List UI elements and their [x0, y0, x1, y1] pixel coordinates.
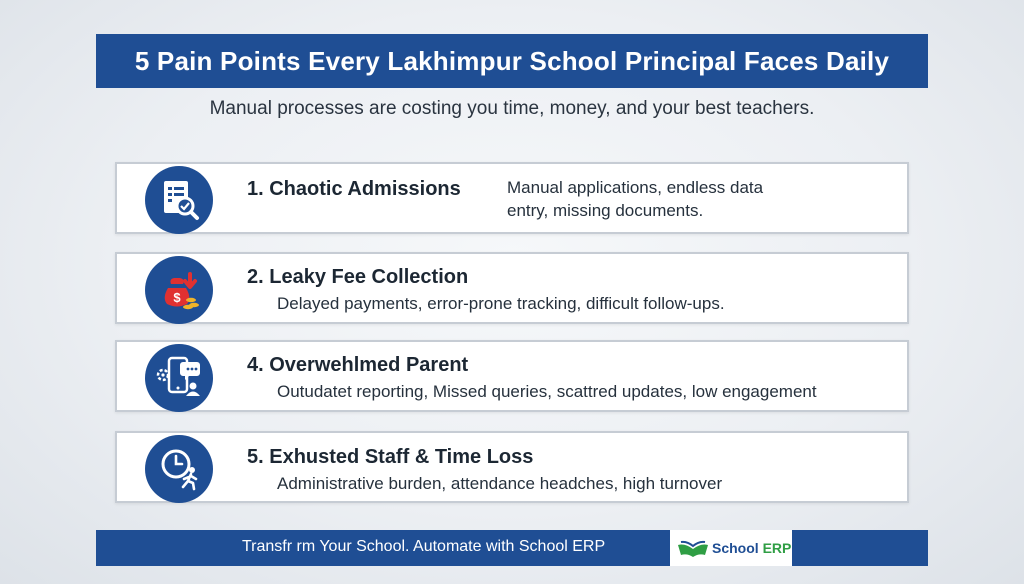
- document-search-icon: [145, 166, 213, 234]
- school-erp-logo: [670, 530, 792, 566]
- page-subtitle: Manual processes are costing you time, money, and your best teachers.: [209, 98, 815, 119]
- card-description: Manual applications, endless data entry, missing documents.: [507, 178, 764, 220]
- pain-point-card-fee-collection: [115, 252, 909, 324]
- clock-running-icon: [145, 435, 213, 503]
- money-bag-icon: [145, 256, 213, 324]
- card-title: 2. Leaky Fee Collection: [247, 266, 469, 288]
- card-title: 5. Exhusted Staff & Time Loss: [247, 446, 534, 468]
- card-title: 4. Overwehlmed Parent: [247, 354, 469, 376]
- phone-chat-icon: [145, 344, 213, 412]
- svg-text:$: $: [173, 290, 181, 305]
- card-title: 1. Chaotic Admissions: [247, 178, 461, 200]
- footer-tagline: Transfr rm Your School. Automate with School ERP: [242, 538, 606, 555]
- page-title: 5 Pain Points Every Lakhimpur School Principal Faces Daily: [134, 45, 890, 76]
- pain-point-card-admissions: [115, 162, 909, 234]
- card-description: Delayed payments, error-prone tracking, difficult follow-ups.: [277, 294, 725, 313]
- footer-banner: [96, 530, 928, 566]
- card-description: Outudatet reporting, Missed queries, scattred updates, low engagement: [277, 382, 817, 401]
- pain-point-card-staff: [115, 431, 909, 503]
- pain-point-card-parent: [115, 340, 909, 412]
- open-book-icon: [676, 537, 710, 559]
- card-description: Administrative burden, attendance headches, high turnover: [277, 474, 723, 493]
- title-banner: [96, 34, 928, 88]
- logo-text-school: School: [712, 540, 759, 556]
- logo-text-erp: ERP: [762, 540, 792, 556]
